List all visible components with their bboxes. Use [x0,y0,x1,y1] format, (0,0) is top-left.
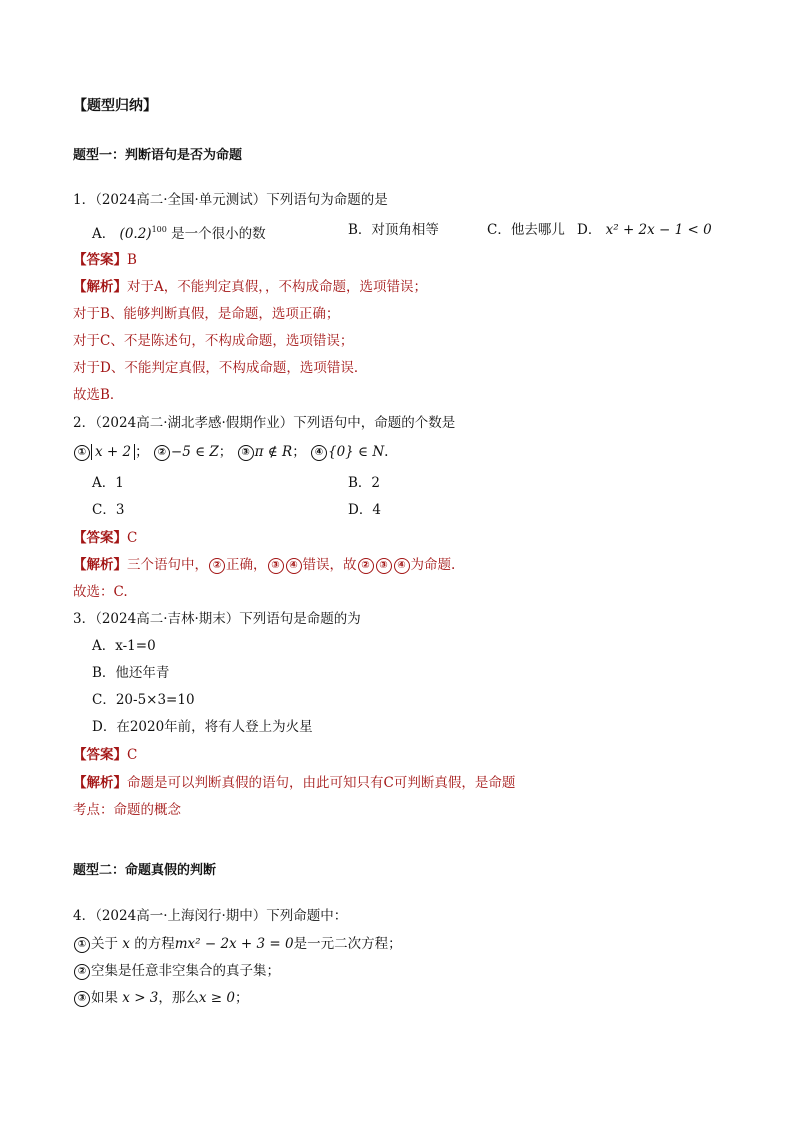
q4-statement-1-var: x [122,936,130,952]
q4-statement-2-number: ② [74,964,90,980]
q4-statement-2 [73,961,280,981]
type1-heading: 题型一：判断语句是否为命题 [73,148,243,163]
q3-option-d: D．在2020年前，将有人登上为火星 [92,719,313,735]
q2-analysis-part-c: 错误，故 [302,557,357,573]
q3-stem: 3．（2024高二·吉林·期末）下列语句是命题的为 [73,611,361,627]
q4-statement-1-number: ① [74,937,90,953]
q2-analysis-num-2: ② [209,558,225,574]
q2-analysis-num-3b: ③ [376,558,392,574]
q1-option-d [577,220,712,240]
q2-analysis-part-b: 正确， [226,557,267,573]
q1-option-a-prefix: A． [92,226,116,242]
q2-item-4-number: ④ [311,445,327,461]
section-title: 【题型归纳】 [73,98,157,114]
q2-option-a: A．1 [92,475,124,491]
q1-answer [73,250,137,270]
q2-item-1-number: ① [74,445,90,461]
q2-item-2-math: −5 ∈ Z [170,444,219,460]
q1-option-d-math: x² + 2x − 1 < 0 [605,222,712,238]
q1-analysis-line-3: 对于C、不是陈述句，不构成命题，选项错误； [73,333,354,349]
q3-option-a: A．x-1=0 [92,638,156,654]
answer-label: 【答案】 [73,530,127,546]
q4-statement-1-text-b: 的方程 [134,936,175,952]
q1-option-a-text: 是一个很小的数 [171,226,266,242]
type2-heading: 题型二：命题真假的判断 [73,863,217,878]
q4-statement-3-math-1: x > 3 [122,990,159,1006]
q3-note: 考点：命题的概念 [73,802,181,818]
q4-statement-3-text-c: ； [235,990,249,1006]
q2-item-4-math: {0} ∈ N [327,444,385,460]
q3-answer-value: C [127,747,138,763]
q2-analysis-num-3: ③ [268,558,284,574]
q3-analysis-text: 命题是可以判断真假的语句，由此可知只有C可判断真假，是命题 [127,775,516,791]
q2-analysis-part-d: 为命题. [410,557,456,573]
q1-option-a-exponent: 100 [151,225,167,234]
q4-statement-1-math: mx² − 2x + 3 = 0 [174,936,294,952]
q2-analysis-num-2b: ② [358,558,374,574]
q4-statement-1 [73,934,402,954]
q1-conclusion: 故选B． [73,387,124,403]
q4-statement-3-math-2: x ≥ 0 [198,990,236,1006]
q1-analysis-line-4: 对于D、不能判定真假，不构成命题，选项错误． [73,360,368,376]
q2-answer-value: C [127,530,138,546]
q2-stem: 2．（2024高二·湖北孝感·假期作业）下列语句中，命题的个数是 [73,415,456,431]
answer-label: 【答案】 [73,747,127,763]
q2-analysis-num-4: ④ [286,558,302,574]
q3-option-b: B．他还年青 [92,665,170,681]
separator: ； [135,444,149,460]
answer-label: 【答案】 [73,252,127,268]
q3-answer [73,745,137,765]
q4-statement-3 [73,988,249,1008]
q2-item-1-math: x + 2 [91,444,135,460]
q1-answer-value: B [127,252,137,268]
q4-statement-3-number: ③ [74,991,90,1007]
q1-option-b: B．对顶角相等 [348,222,439,238]
q4-statement-1-text-a: 关于 [91,936,118,952]
q1-option-a [92,220,266,244]
separator: ； [292,444,306,460]
q4-statement-2-text: 空集是任意非空集合的真子集； [91,963,280,979]
q4-statement-3-text-b: ，那么 [158,990,199,1006]
separator: ； [218,444,233,460]
end-mark: . [384,444,389,460]
analysis-label: 【解析】 [73,775,127,791]
q2-statements [73,442,388,462]
q1-analysis-line-2: 对于B、能够判断真假，是命题，选项正确； [73,306,340,322]
q2-analysis-num-4b: ④ [394,558,410,574]
q3-option-c: C．20-5×3=10 [92,692,195,708]
q2-item-2-number: ② [154,445,170,461]
q4-statement-3-text-a: 如果 [91,990,118,1006]
q1-option-d-prefix: D． [577,222,602,238]
q2-answer [73,528,137,548]
q2-item-3-math: π ∉ R [254,444,293,460]
q2-conclusion: 故选：C. [73,584,128,600]
q2-analysis-part-a: 三个语句中， [127,557,208,573]
analysis-label: 【解析】 [73,557,127,573]
q1-analysis-line-1 [73,277,427,297]
q2-option-b: B．2 [348,475,381,491]
q1-analysis-text-1: 对于A，不能判定真假，，不构成命题，选项错误； [127,279,427,295]
q1-option-a-base: (0.2) [119,226,152,242]
q1-option-c: C．他去哪儿 [487,222,565,238]
q4-statement-1-text-c: 是一元二次方程； [293,936,402,952]
q2-option-d: D．4 [348,502,381,518]
q1-stem: 1．（2024高二·全国·单元测试）下列语句为命题的是 [73,192,388,208]
analysis-label: 【解析】 [73,279,127,295]
q2-option-c: C．3 [92,502,125,518]
q3-analysis [73,773,515,793]
q2-analysis [73,555,455,575]
q4-stem: 4．（2024高一·上海闵行·期中）下列命题中： [73,908,348,924]
q2-item-3-number: ③ [238,445,254,461]
